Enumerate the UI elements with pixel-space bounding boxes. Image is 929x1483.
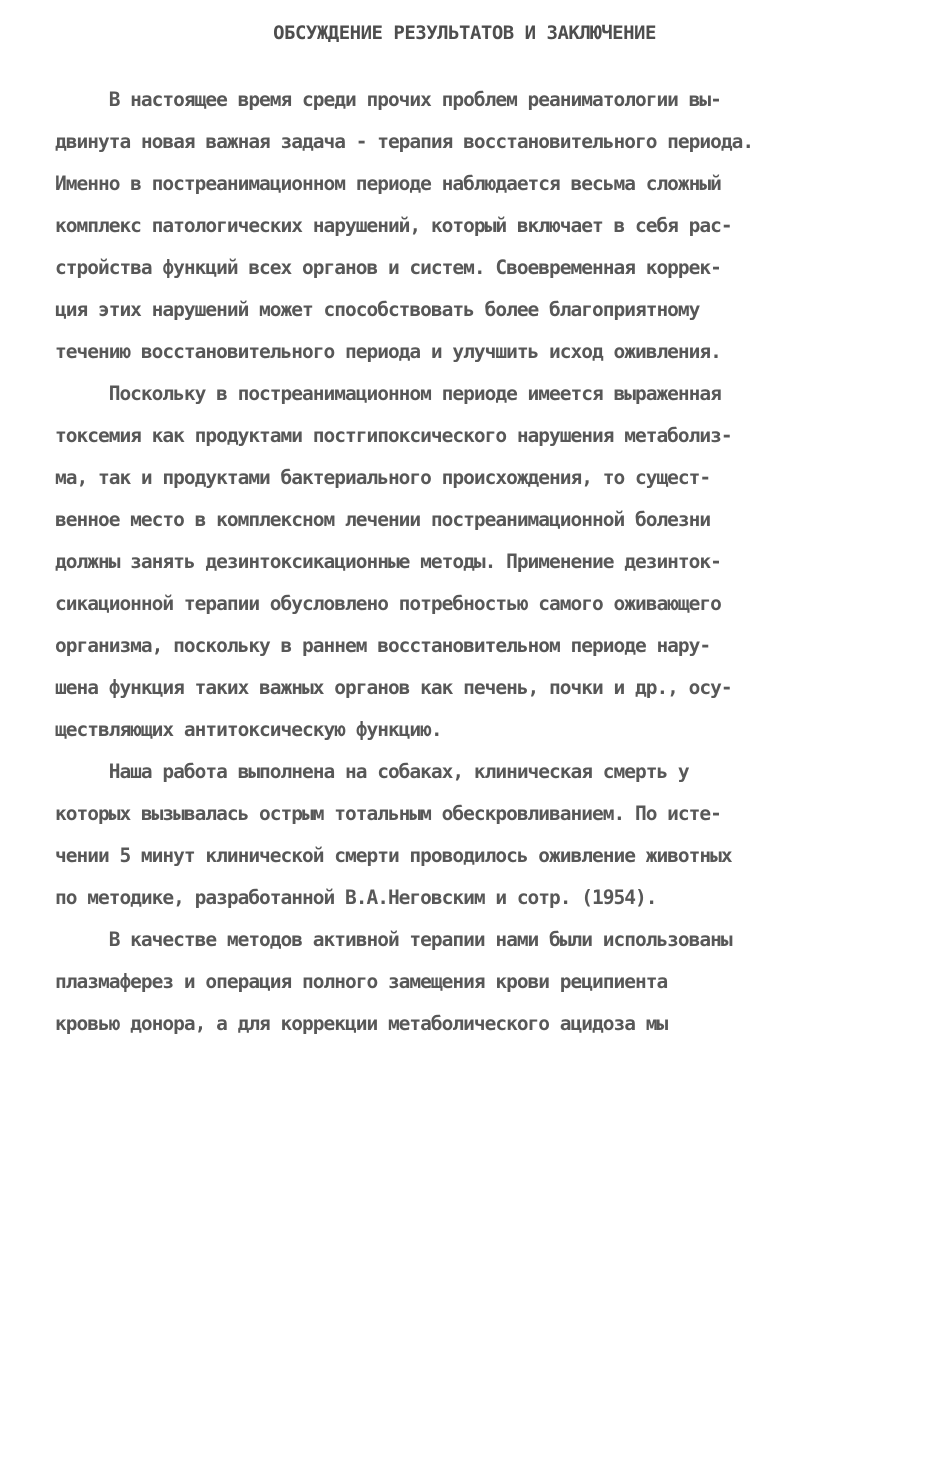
- text-line-15: шена функция таких важных органов как печень, почки и др., осу-: [55, 676, 732, 699]
- text-line-2: двинута новая важная задача - терапия восстановительного периода.: [55, 130, 754, 153]
- text-line-21: В качестве методов активной терапии нами были использованы: [55, 928, 732, 951]
- text-line-20: по методике, разработанной В.А.Неговским и сотр. (1954).: [55, 886, 657, 909]
- text-line-7: течению восстановительного периода и улучшить исход оживления.: [55, 340, 721, 363]
- text-line-16: ществляющих антитоксическую функцию.: [55, 718, 442, 741]
- text-line-1: В настоящее время среди прочих проблем реаниматологии вы-: [55, 88, 721, 111]
- document-title: ОБСУЖДЕНИЕ РЕЗУЛЬТАТОВ И ЗАКЛЮЧЕНИЕ: [273, 22, 656, 44]
- text-line-4: комплекс патологических нарушений, который включает в себя рас-: [55, 214, 732, 237]
- text-line-3: Именно в постреанимационном периоде наблюдается весьма сложный: [55, 172, 721, 195]
- text-line-18: которых вызывалась острым тотальным обескровливанием. По исте-: [55, 802, 721, 825]
- text-line-17: Наша работа выполнена на собаках, клиническая смерть у: [55, 760, 689, 783]
- text-line-6: ция этих нарушений может способствовать более благоприятному: [55, 298, 700, 321]
- text-line-5: стройства функций всех органов и систем. Своевременная коррек-: [55, 256, 721, 279]
- text-line-23: кровью донора, а для коррекции метаболического ацидоза мы: [55, 1012, 668, 1035]
- text-line-8: Поскольку в постреанимационном периоде имеется выраженная: [55, 382, 721, 405]
- text-line-14: организма, поскольку в раннем восстановительном периоде нару-: [55, 634, 711, 657]
- text-line-10: ма, так и продуктами бактериального происхождения, то сущест-: [55, 466, 711, 489]
- text-line-19: чении 5 минут клинической смерти проводилось оживление животных: [55, 844, 732, 867]
- text-line-12: должны занять дезинтоксикационные методы. Применение дезинток-: [55, 550, 721, 573]
- text-line-11: венное место в комплексном лечении постреанимационной болезни: [55, 508, 711, 531]
- text-line-22: плазмаферез и операция полного замещения крови реципиента: [55, 970, 668, 993]
- text-line-13: сикационной терапии обусловлено потребностью самого оживающего: [55, 592, 721, 615]
- text-line-9: токсемия как продуктами постгипоксического нарушения метаболиз-: [55, 424, 732, 447]
